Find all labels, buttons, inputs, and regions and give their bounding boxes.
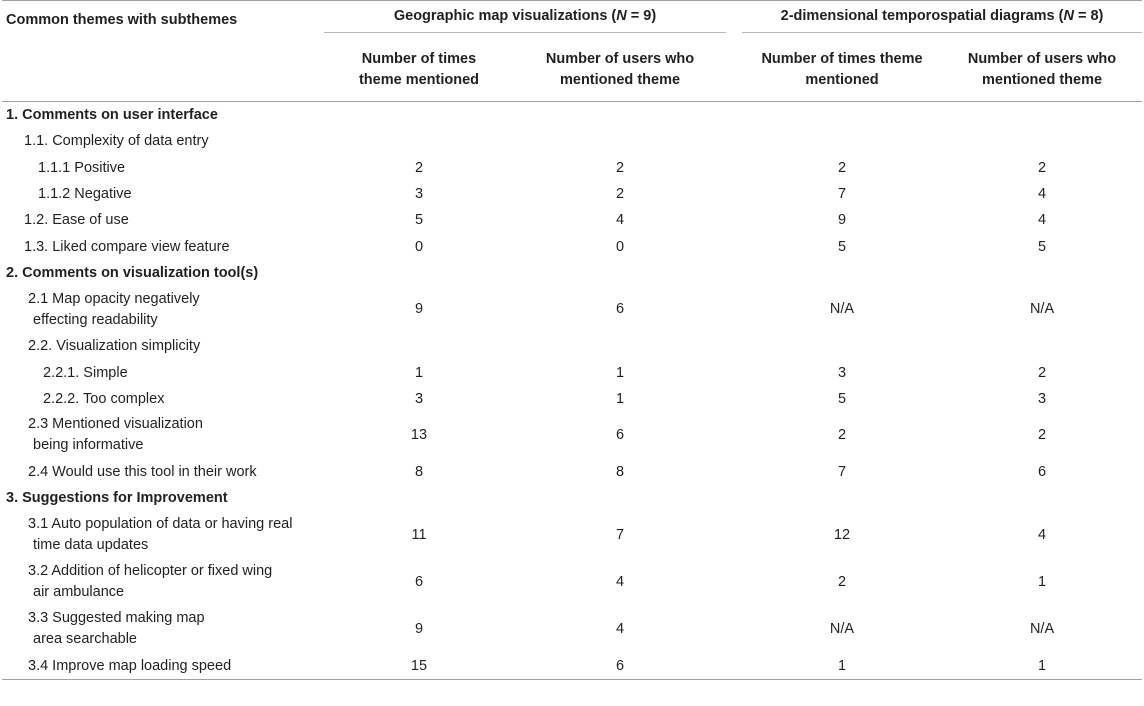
subheader-geo-users: Number of users who mentioned theme — [545, 51, 695, 88]
row-label-text: 3.3 Suggested making map — [28, 610, 205, 627]
row-label — [2, 653, 324, 680]
table-row — [2, 155, 1142, 181]
value-cell — [742, 485, 942, 511]
row-label — [2, 512, 324, 559]
value-cell: 0 — [414, 238, 424, 255]
row-label-text: 2.3 Mentioned visualization — [28, 416, 203, 433]
row-label — [2, 128, 324, 154]
row-label — [2, 485, 324, 511]
value-cell: 2 — [1037, 364, 1047, 381]
value-cell: 6 — [615, 301, 625, 318]
value-cell — [514, 485, 726, 511]
row-label-continuation: effecting readability — [33, 311, 158, 328]
value-cell — [942, 128, 1142, 154]
value-cell: 2 — [615, 186, 625, 203]
row-label-text: 2.1 Map opacity negatively — [28, 290, 200, 307]
row-label — [2, 606, 324, 653]
table-row — [2, 128, 1142, 154]
value-cell: 1 — [615, 390, 625, 407]
row-label — [2, 412, 324, 459]
row-label — [2, 207, 324, 233]
value-cell — [324, 128, 514, 154]
value-cell: 6 — [1037, 464, 1047, 481]
row-label — [2, 559, 324, 606]
value-cell: 3 — [1037, 390, 1047, 407]
value-cell: 9 — [837, 212, 847, 229]
value-cell: 1 — [615, 364, 625, 381]
value-cell — [514, 102, 726, 129]
value-cell: 7 — [837, 464, 847, 481]
value-cell — [942, 485, 1142, 511]
row-label-text: 3.4 Improve map loading speed — [28, 657, 232, 674]
table-row — [2, 233, 1142, 259]
row-label-text: 3.2 Addition of helicopter or fixed wing — [28, 563, 273, 580]
value-cell: 1 — [942, 653, 1142, 680]
header-group-row — [2, 1, 1142, 40]
row-label-text: 2.4 Would use this tool in their work — [28, 464, 257, 481]
value-cell: 6 — [615, 426, 625, 443]
value-cell: 4 — [1037, 526, 1047, 543]
value-cell: 2 — [414, 159, 424, 176]
row-label — [2, 459, 324, 485]
table-row — [2, 653, 1142, 680]
group2-suffix: = 8) — [1073, 7, 1104, 24]
value-cell: 11 — [411, 526, 427, 543]
table-row — [2, 207, 1142, 233]
value-cell: 0 — [615, 238, 625, 255]
value-cell: 7 — [615, 526, 625, 543]
row-label — [2, 260, 324, 286]
value-cell: 3 — [837, 364, 847, 381]
value-cell — [742, 333, 942, 359]
group2-n: N — [1063, 7, 1074, 24]
row-label-text: 2.2. Visualization simplicity — [28, 338, 201, 355]
value-cell — [514, 260, 726, 286]
row-label-continuation: air ambulance — [33, 584, 125, 601]
group1-suffix: = 9) — [626, 7, 657, 24]
value-cell: 2 — [837, 159, 847, 176]
value-cell — [324, 102, 514, 129]
value-cell: 9 — [414, 301, 424, 318]
value-cell: 8 — [615, 464, 625, 481]
row-label-continuation: area searchable — [33, 631, 137, 648]
value-cell — [942, 260, 1142, 286]
value-cell: N/A — [829, 301, 855, 318]
table-row — [2, 459, 1142, 485]
value-cell — [324, 260, 514, 286]
value-cell: 4 — [615, 573, 625, 590]
value-cell — [514, 333, 726, 359]
row-label-text: 3. Suggestions for Improvement — [6, 490, 228, 507]
value-cell: 5 — [837, 390, 847, 407]
value-cell: 13 — [410, 426, 428, 443]
row-label-text: 1.1.2 Negative — [38, 186, 132, 203]
row-label-text: 2. Comments on visualization tool(s) — [6, 264, 259, 281]
value-cell: 3 — [414, 390, 424, 407]
value-cell: 2 — [837, 426, 847, 443]
value-cell: 2 — [615, 159, 625, 176]
row-label-continuation: being informative — [33, 437, 144, 454]
themes-table — [2, 0, 1142, 680]
row-label-text: 3.1 Auto population of data or having real — [28, 516, 293, 533]
value-cell: 8 — [414, 464, 424, 481]
value-cell: 1 — [414, 364, 424, 381]
row-label-text: 1.1.1 Positive — [38, 159, 126, 176]
value-cell: 4 — [1037, 186, 1047, 203]
row-label-continuation: time data updates — [33, 537, 149, 554]
row-label-text: 1.1. Complexity of data entry — [24, 133, 209, 150]
row-label-text: 1. Comments on user interface — [6, 107, 218, 124]
value-cell: 5 — [1037, 238, 1047, 255]
row-label — [2, 155, 324, 181]
value-cell: 12 — [833, 526, 851, 543]
row-label-text: 1.3. Liked compare view feature — [24, 238, 230, 255]
row-label-text: 2.2.2. Too complex — [43, 390, 165, 407]
value-cell: 5 — [414, 212, 424, 229]
value-cell: 2 — [1037, 426, 1047, 443]
subheader-temp-users: Number of users who mentioned theme — [967, 51, 1117, 88]
value-cell — [942, 333, 1142, 359]
value-cell: 15 — [324, 653, 514, 680]
table-row — [2, 286, 1142, 333]
value-cell: N/A — [1029, 620, 1055, 637]
row-label — [2, 102, 324, 129]
value-cell: N/A — [829, 620, 855, 637]
value-cell: 9 — [414, 620, 424, 637]
value-cell: 6 — [414, 573, 424, 590]
value-cell: 2 — [837, 573, 847, 590]
value-cell — [742, 102, 942, 129]
group-header-temporospatial — [742, 1, 1142, 40]
value-cell — [942, 102, 1142, 129]
value-cell — [514, 128, 726, 154]
value-cell: 4 — [615, 620, 625, 637]
row-label — [2, 359, 324, 385]
table-row — [2, 386, 1142, 412]
row-label — [2, 233, 324, 259]
value-cell: N/A — [1029, 301, 1055, 318]
value-cell — [324, 485, 514, 511]
table-row — [2, 559, 1142, 606]
subheader-geo-times: Number of times theme mentioned — [358, 51, 480, 88]
table-row — [2, 485, 1142, 511]
table-row — [2, 512, 1142, 559]
value-cell — [742, 128, 942, 154]
table-row — [2, 102, 1142, 129]
value-cell: 7 — [837, 186, 847, 203]
table-row — [2, 412, 1142, 459]
group2-prefix: 2-dimensional temporospatial diagrams ( — [780, 7, 1064, 24]
value-cell — [742, 260, 942, 286]
table-row — [2, 606, 1142, 653]
row-label-text: 1.2. Ease of use — [24, 212, 129, 229]
table-row — [2, 260, 1142, 286]
row-label — [2, 181, 324, 207]
value-cell: 5 — [837, 238, 847, 255]
table-row — [2, 359, 1142, 385]
value-cell — [324, 333, 514, 359]
table-body — [2, 102, 1142, 680]
group1-n: N — [616, 7, 627, 24]
value-cell: 1 — [742, 653, 942, 680]
value-cell: 4 — [1037, 212, 1047, 229]
group1-prefix: Geographic map visualizations ( — [393, 7, 617, 24]
value-cell: 3 — [414, 186, 424, 203]
row-label — [2, 333, 324, 359]
table-row — [2, 181, 1142, 207]
header-sub-row — [2, 39, 1142, 102]
row-label-text: 2.2.1. Simple — [43, 364, 128, 381]
row-label — [2, 286, 324, 333]
value-cell: 1 — [1037, 573, 1047, 590]
group-header-geographic — [324, 1, 726, 40]
value-cell: 6 — [514, 653, 726, 680]
value-cell: 4 — [615, 212, 625, 229]
table-row — [2, 333, 1142, 359]
value-cell: 2 — [1037, 159, 1047, 176]
col-header-themes: Common themes with subthemes — [2, 1, 324, 40]
subheader-temp-times: Number of times theme mentioned — [761, 51, 923, 88]
row-label — [2, 386, 324, 412]
